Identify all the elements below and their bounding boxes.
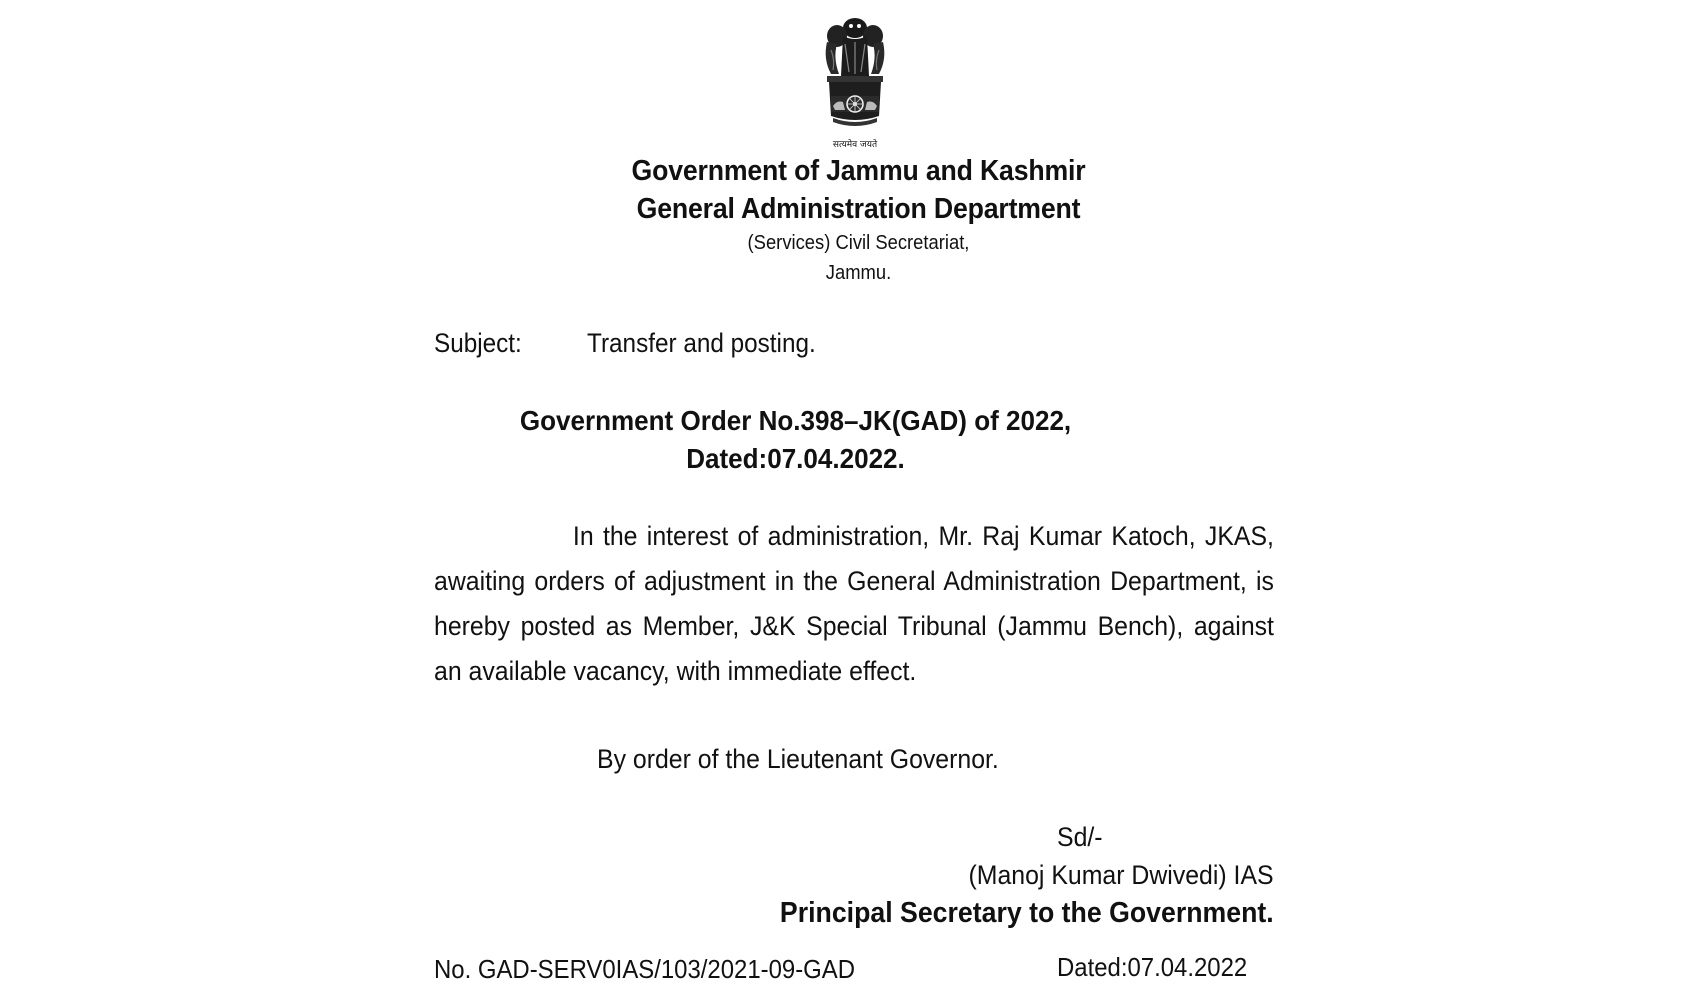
by-order-line: By order of the Lieutenant Governor. — [597, 744, 999, 774]
reference-number: No. GAD-SERV0IAS/103/2021-09-GAD — [434, 954, 856, 984]
government-title: Government of Jammu and Kashmir — [631, 155, 1086, 187]
ashoka-emblem-icon — [815, 14, 895, 142]
subject-text: Transfer and posting. — [587, 328, 816, 358]
signatory-title: Principal Secretary to the Government. — [780, 897, 1274, 929]
signatory-name: (Manoj Kumar Dwivedi) IAS — [968, 860, 1274, 890]
order-body-paragraph: In the interest of administration, Mr. Raj Kumar Katoch, JKAS, awaiting orders of adjustment in the General Administration Department, is hereby posted as Member, J&K Special Tribunal (Jammu Bench), against an available vacancy, with immediate effect. — [434, 521, 1274, 686]
order-date: Dated:07.04.2022. — [686, 443, 905, 474]
address-line-1: (Services) Civil Secretariat, — [747, 232, 970, 254]
address-line-2: Jammu. — [825, 262, 892, 284]
emblem-block — [815, 14, 895, 152]
department-title: General Administration Department — [636, 193, 1081, 225]
subject-label: Subject: — [434, 328, 522, 358]
emblem-motto: सत्यमेव जयते — [832, 140, 878, 150]
signature-sd: Sd/- — [1057, 822, 1103, 852]
order-title: Government Order No.398–JK(GAD) of 2022, — [519, 405, 1072, 436]
reference-date: Dated:07.04.2022 — [1057, 952, 1248, 982]
